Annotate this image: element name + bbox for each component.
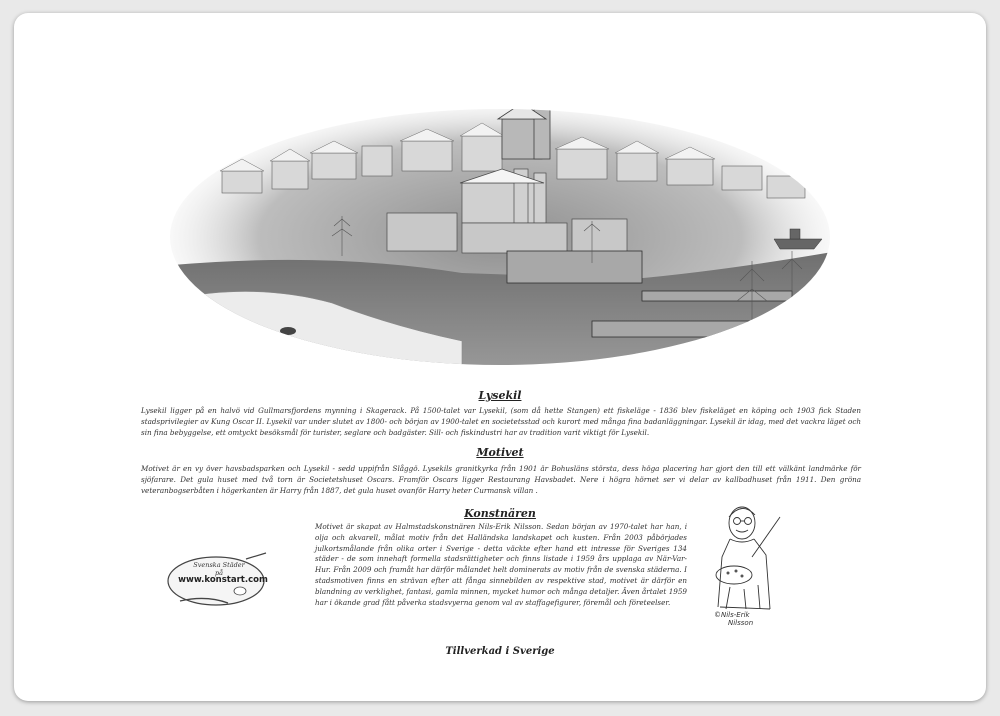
signature-line-1: ©Nils-Erik <box>714 611 750 619</box>
artist-paragraph: Motivet är skapat av Halmstadskonstnären Nils-Erik Nilsson. Sedan början av 1970-talet har han, i olja och akvarell, målat motiv från det Halländska landskapet och kusten. Från 2003 påbörjades julkortsmålande från olika orter i Sverige - detta väckte efter hand ett intresse för Sveriges 134 städer - de som innehaft formella stadsrättigheter och finns listade i 1959 års upplaga av När-Var-Hur. Från 2009 och framåt har därför målandet helt dominerats av motiv från de svenska städerna. I stadsmotiven finns en strävan efter att fånga sinnebilden av respektive stad, motivet är därför en blandning av verklighet, fantasi, gamla minnen, mycket humor och många detaljer. Även årtalet 1959 har i ökande grad fått påverka stadsvyerna genom val av staffagefigurer, föremål och företeelser. <box>315 522 687 607</box>
poster-sheet <box>14 13 986 701</box>
artist-heading: Konstnären <box>464 507 536 520</box>
poster-title: Lysekil <box>478 389 522 402</box>
motif-heading: Motivet <box>476 446 524 459</box>
artist-portrait-sketch <box>700 497 800 627</box>
lysekil-town-illustration <box>162 41 838 374</box>
motif-paragraph: Motivet är en vy över havsbadsparken och Lysekil - sedd uppifrån Slåggö. Lysekils granitkyrka från 1901 är Bohusläns största, dess höga placering har gjort den till ett välkänt landmärke för sjöfarare. Det gula huset med två torn är Societetshuset Oscars. Framför Oscars ligger Restaurang Havsbadet. Nere i högra hörnet ser vi delar av kallbadhuset från 1911. Den gröna veteranbogserbåten i högerkanten är Harry från 1887, det gula huset ovanför Harry heter Curmansk villan . <box>141 464 861 495</box>
signature-line-2: Nilsson <box>728 619 754 627</box>
made-in-sweden-footer: Tillverkad i Sverige <box>445 646 555 657</box>
logo-url: www.konstart.com <box>178 575 268 585</box>
artist-signature <box>714 611 804 627</box>
intro-paragraph: Lysekil ligger på en halvö vid Gullmarsfjordens mynning i Skagerack. På 1500-talet var Lysekil, (som då hette Stangen) ett fiskeläge - 1836 blev fiskeläget en köping och 1903 fick Staden stadsprivilegier av Kung Oscar II. Lysekil var under slutet av 1800- och början av 1900-talet en societetsstad och kurort med många fina badanläggningar. Lysekil är idag, med det vackra läget och sin fina bebyggelse, ett omtyckt besöksmål för turister, seglare och badgäster. Sill- och fiskindustri har av tradition varit viktigt för Lysekil. <box>141 406 861 437</box>
logo-tagline: Svenska Städer på <box>193 561 245 577</box>
